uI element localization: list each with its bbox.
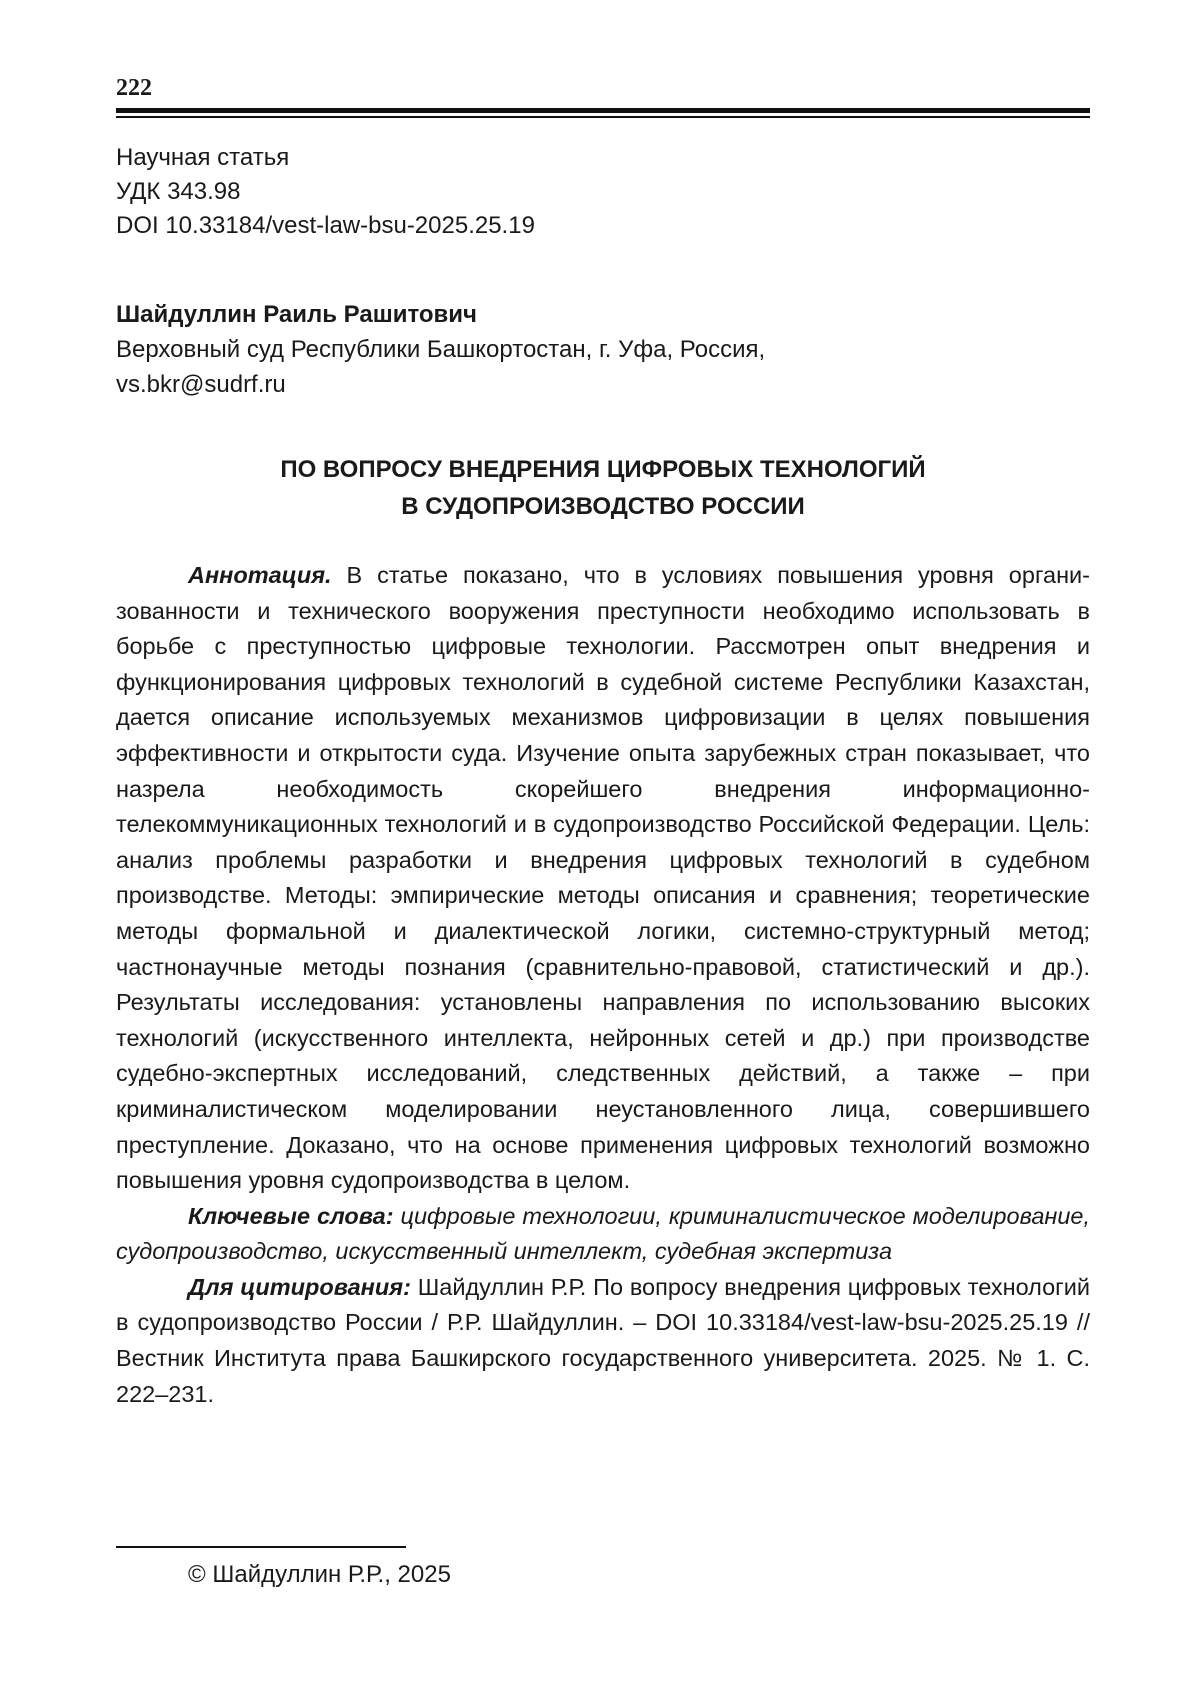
article-title (116, 451, 1090, 525)
header-rule (116, 108, 1090, 113)
udk-code: УДК 343.98 (116, 178, 241, 205)
keywords-label: Ключевые слова: (188, 1202, 394, 1229)
abstract-paragraph (116, 558, 1090, 1199)
author-name: Шайдуллин Раиль Рашитович (116, 301, 477, 328)
footnote-separator (116, 1546, 406, 1548)
article-type: Научная статья (116, 144, 290, 171)
header-rule-thin (116, 116, 1090, 118)
doi: DOI 10.33184/vest-law-bsu-2025.25.19 (116, 212, 535, 239)
citation-text: Шайдуллин Р.Р. По вопросу внедрения цифровых технологий в судопроизводство России / Р.Р. Шайдуллин. – DOI 10.33184/vest-law-bsu-2025.25.19 // Вестник Института права Башкирского государственного университета. 2025. № 1. С. 222–231. (116, 1273, 1090, 1407)
keywords-text: цифровые технологии, криминалистическое моделирование, судопроизводство, искусственный интеллект, судебная экспертиза (116, 1202, 1090, 1265)
article-front-matter (116, 558, 1090, 1412)
article-title-line-2: В СУДОПРОИЗВОДСТВО РОССИИ (401, 493, 805, 520)
page-number: 222 (116, 75, 152, 101)
copyright-footnote: © Шайдуллин Р.Р., 2025 (188, 1561, 451, 1588)
citation-label: Для цитирования: (188, 1273, 411, 1300)
keywords-paragraph (116, 1199, 1090, 1270)
abstract-text: В статье показано, что в условиях повышения уровня организованности и технического вооружения преступности необходимо использовать в борьбе с преступностью цифровые технологии. Рассмотрен опыт внедрения и функционирования цифровых технологий в судебной системе Республики Казахстан, дается описание используемых механизмов цифровизации в целях повышения эффективности и открытости суда. Изучение опыта зарубежных стран показывает, что назрела необходимость скорейшего внедрения информационно-телекоммуникационных технологий и в судопроизводство Российской Федерации. Цель: анализ проблемы разработки и внедрения цифровых технологий в судебном производстве. Методы: эмпирические методы описания и сравнения; теоретические методы формальной и диалектической логики, системно-структурный метод; частнонаучные методы познания (сравнительно-правовой, статистический и др.). Результаты исследования: установлены направления по использованию высоких технологий (искусственного интеллекта, нейронных сетей и др.) при производстве судебно-экспертных исследований, следственных действий, а также – при криминалистическом моделировании неустановленного лица, совершившего преступление. Доказано, что на основе применения цифровых технологий возможно повышения уровня судопроизводства в целом. (116, 562, 1090, 1194)
author-affiliation: Верховный суд Республики Башкортостан, г. Уфа, Россия, (116, 336, 766, 363)
article-title-line-1: ПО ВОПРОСУ ВНЕДРЕНИЯ ЦИФРОВЫХ ТЕХНОЛОГИЙ (280, 456, 926, 483)
abstract-label: Аннотация. (188, 562, 332, 588)
article-metadata (116, 141, 535, 243)
citation-paragraph (116, 1270, 1090, 1412)
author-email: vs.bkr@sudrf.ru (116, 371, 286, 398)
author-block (116, 297, 765, 402)
